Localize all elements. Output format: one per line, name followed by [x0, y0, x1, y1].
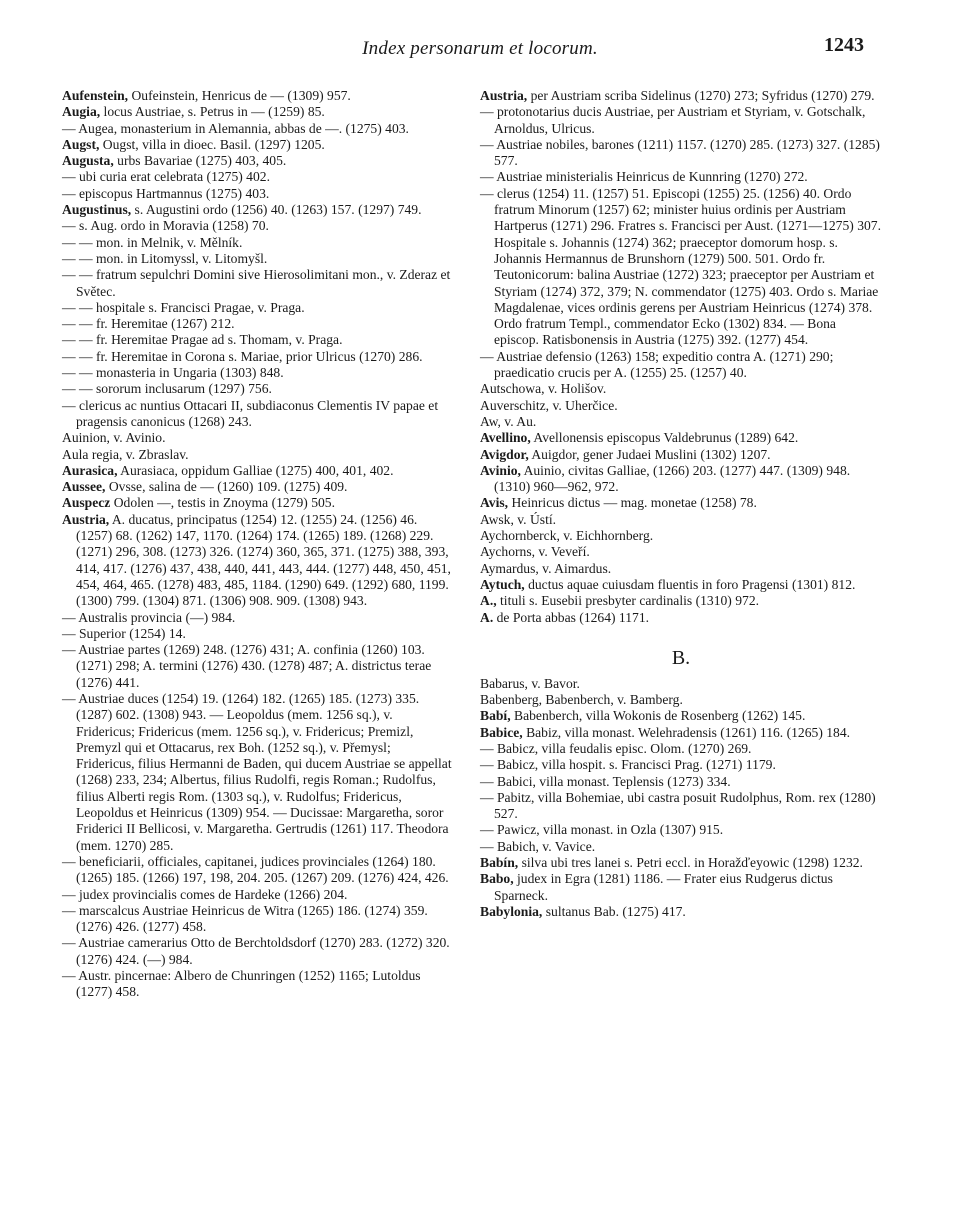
index-entry: [62, 267, 452, 300]
entry-lemma: A.,: [480, 593, 497, 609]
index-entry: [480, 88, 882, 104]
index-entry: [480, 839, 882, 855]
entry-text: — — fr. Heremitae (1267) 212.: [62, 316, 235, 332]
entry-lemma: Aytuch,: [480, 576, 525, 592]
entry-text: — clericus ac nuntius Ottacari II, subdiaconus Clementis IV papae et pragensis canonicus (1268) 243.: [62, 397, 439, 429]
index-entry: [480, 741, 882, 757]
index-entry: [62, 218, 452, 234]
index-entry: [62, 398, 452, 431]
index-entry: [62, 332, 452, 348]
entry-text: — ubi curia erat celebrata (1275) 402.: [62, 169, 270, 185]
index-entry: [480, 577, 882, 593]
entry-text: sultanus Bab. (1275) 417.: [542, 903, 686, 919]
index-entry: [62, 381, 452, 397]
entry-lemma: Babice,: [480, 724, 523, 740]
entry-text: — Augea, monasterium in Alemannia, abbas de —. (1275) 403.: [62, 120, 409, 136]
index-entry: [480, 463, 882, 496]
entry-text: Ovsse, salina de — (1260) 109. (1275) 409.: [105, 479, 348, 495]
index-entry: [62, 235, 452, 251]
index-entry: [480, 381, 882, 397]
entry-text: Awsk, v. Ústí.: [480, 511, 557, 527]
index-entry: [62, 512, 452, 610]
entry-text: Aw, v. Au.: [480, 413, 537, 429]
index-entry: [62, 202, 452, 218]
index-entry: [480, 495, 882, 511]
entry-text: — Austriae duces (1254) 19. (1264) 182. (1265) 185. (1273) 335. (1287) 602. (1308) 943. — Leopoldus (mem. 1256 sq.), v. Fridericus; Fridericus (mem. 1256 sq.), v. Fridericus; Premizl, Premyzl qui et Ottacarus, rex Boh. (1252 sq.), v. Přemysl; Fridericus, filius Hermanni de Baden, qui ducem Austriae se appellat (1268) 233, 234; Albertus, filius Rudolfi, regis Roman.; Rudolfus, filius Alberti regis Rom. (1303 sq.), v. Rudolfus; Fridericus, Leopoldus et Heinricus (1309) 954. — Ducissae: Margaretha, soror Friderici II Bellicosi, v. Margaretha. Gertrudis (1261) 117. Theodora (mem. 1270) 285.: [62, 690, 452, 853]
index-entry: [62, 626, 452, 642]
index-entry: [62, 349, 452, 365]
section-b-entries: [480, 676, 882, 920]
index-entry: [62, 935, 452, 968]
entry-text: — Babich, v. Vavice.: [480, 838, 596, 854]
entry-text: — — sororum inclusarum (1297) 756.: [62, 381, 272, 397]
index-entry: [62, 968, 452, 1001]
index-entry: [480, 593, 882, 609]
entry-text: — clerus (1254) 11. (1257) 51. Episcopi (1255) 25. (1256) 40. Ordo fratrum Minorum (1257) 62; minister huius ordinis per Austriam Hartperus (1271) 296. Fratres s. Francisci per Aust. (1271—1275) 307. Hospitale s. Johannis (1274) 362; praeceptor domorum hosp. s. Johannis Hermannus de Brunshorn (1279) 500. 501. Ordo fr. Teutonicorum: balina Austriae (1272) 323; praeceptor per Austriam et Styriam (1274) 372, 379; N. commendator (1275) 403. Ordo s. Mariae Magdalenae, vices ordinis gerens per Austriam Heinricus (1274) 378. Ordo fratrum Templ., commendator Ecko (1302) 834. — Bona episcop. Ratisbonensis in Austria (1275) 392. (1277) 454.: [480, 185, 881, 348]
entry-text: — Pawicz, villa monast. in Ozla (1307) 915.: [480, 822, 724, 838]
entry-lemma: Aufenstein,: [62, 88, 129, 103]
index-entry: [62, 153, 452, 169]
index-entry: [62, 251, 452, 267]
index-entry: [62, 121, 452, 137]
entry-text: Auverschitz, v. Uherčice.: [480, 397, 618, 413]
entry-lemma: Avigdor,: [480, 446, 529, 462]
index-entry: [480, 544, 882, 560]
entry-text: — Pabitz, villa Bohemiae, ubi castra posuit Rudolphus, Rom. rex (1280) 527.: [480, 789, 876, 822]
index-entry: [480, 822, 882, 838]
index-entry: [480, 447, 882, 463]
entry-lemma: Aurasica,: [62, 462, 118, 478]
entry-text: — — fr. Heremitae Pragae ad s. Thomam, v. Praga.: [62, 332, 343, 348]
entry-lemma: Auspecz: [62, 495, 111, 511]
index-entry: [62, 479, 452, 495]
entry-text: — — fr. Heremitae in Corona s. Mariae, prior Ulricus (1270) 286.: [62, 348, 423, 364]
index-entry: [480, 528, 882, 544]
entry-text: ductus aquae cuiusdam fluentis in foro Pragensi (1301) 812.: [524, 576, 856, 592]
section-heading-b: B.: [671, 646, 691, 669]
entry-text: Auigdor, gener Judaei Muslini (1302) 1207.: [528, 446, 771, 462]
entry-text: Babenberch, villa Wokonis de Rosenberg (1262) 145.: [510, 708, 806, 724]
index-entry: [480, 708, 882, 724]
entry-text: locus Austriae, s. Petrus in — (1259) 85.: [100, 104, 325, 120]
index-entry: [62, 169, 452, 185]
entry-text: — Babicz, villa hospit. s. Francisci Prag. (1271) 1179.: [480, 757, 776, 773]
index-entry: [480, 414, 882, 430]
right-column-entries: [480, 88, 882, 626]
index-entry: [62, 463, 452, 479]
index-entry: [62, 854, 452, 887]
page-number: 1243: [824, 34, 864, 56]
entry-lemma: Babín,: [480, 855, 519, 871]
entry-text: — — hospitale s. Francisci Pragae, v. Praga.: [62, 299, 305, 315]
index-entry: [62, 104, 452, 120]
entry-text: — Austriae camerarius Otto de Berchtoldsdorf (1270) 283. (1272) 320. (1276) 424. (—) 984.: [62, 935, 450, 967]
index-entry: [480, 904, 882, 920]
entry-lemma: Aussee,: [62, 479, 106, 495]
entry-text: silva ubi tres lanei s. Petri eccl. in Horažďeyowic (1298) 1232.: [518, 855, 863, 871]
entry-lemma: A.: [480, 609, 494, 625]
entry-text: Avellonensis episcopus Valdebrunus (1289) 642.: [530, 430, 799, 446]
index-entry: [480, 186, 882, 349]
index-entry: [480, 169, 882, 185]
entry-text: Aychornberck, v. Eichhornberg.: [480, 528, 654, 544]
section-gap: [480, 626, 882, 646]
entry-text: judex in Egra (1281) 1186. — Frater eius Rudgerus dictus Sparneck.: [494, 871, 833, 903]
entry-lemma: Avis,: [480, 495, 509, 511]
index-entry: [62, 365, 452, 381]
entry-text: — Austriae nobiles, barones (1211) 1157. (1270) 285. (1273) 327. (1285) 577.: [480, 136, 880, 169]
entry-lemma: Avellino,: [480, 430, 531, 446]
entry-text: — episcopus Hartmannus (1275) 403.: [62, 185, 270, 201]
entry-text: Heinricus dictus — mag. monetae (1258) 78.: [508, 495, 757, 511]
entry-text: — Austriae ministerialis Heinricus de Kunnring (1270) 272.: [480, 169, 808, 185]
entry-text: Auinion, v. Avinio.: [62, 430, 166, 446]
index-entry: [62, 903, 452, 936]
entry-text: A. ducatus, principatus (1254) 12. (1255) 24. (1256) 46. (1257) 68. (1262) 147, 1170. (1264) 174. (1265) 189. (1268) 229. (1271) 296, 308. (1273) 326. (1274) 360, 365, 371. (1275) 388, 393, 414, 417. (1276) 437, 438, 440, 441, 443, 444. (1277) 448, 450, 451, 454, 464, 465. (1278) 483, 485, 1184. (1290) 649. (1292) 680, 1199. (1300) 799. (1304) 871. (1306) 908. 909. (1308) 943.: [76, 511, 451, 609]
entry-text: Oufeinstein, Henricus de — (1309) 957.: [128, 88, 351, 103]
index-entry: [480, 561, 882, 577]
index-entry: [480, 512, 882, 528]
running-title: Index personarum et locorum.: [362, 38, 598, 59]
index-entry: [480, 104, 882, 137]
entry-text: — marscalcus Austriae Heinricus de Witra (1265) 186. (1274) 359. (1276) 426. (1277) 458.: [62, 902, 428, 935]
entry-lemma: Babí,: [480, 708, 511, 724]
entry-lemma: Augia,: [62, 104, 101, 120]
entry-text: urbs Bavariae (1275) 403, 405.: [113, 153, 287, 169]
left-column: [62, 88, 452, 1001]
index-entry: [62, 137, 452, 153]
entry-text: — protonotarius ducis Austriae, per Austriam et Styriam, v. Gotschalk, Arnoldus, Ulricus.: [480, 104, 866, 136]
entry-text: Auinio, civitas Galliae, (1266) 203. (1277) 447. (1309) 948. (1310) 960—962, 972.: [494, 462, 851, 495]
index-entry: [62, 316, 452, 332]
index-entry: [480, 757, 882, 773]
entry-text: — Babici, villa monast. Teplensis (1273) 334.: [480, 773, 731, 789]
entry-text: Babiz, villa monast. Welehradensis (1261) 116. (1265) 184.: [522, 724, 851, 740]
entry-text: — — mon. in Litomyssl, v. Litomyšl.: [62, 250, 268, 266]
entry-lemma: Austria,: [480, 88, 528, 103]
entry-lemma: Augst,: [62, 136, 100, 152]
entry-text: Odolen —, testis in Znoyma (1279) 505.: [110, 495, 335, 511]
index-entry: [62, 430, 452, 446]
entry-text: — — mon. in Melnik, v. Mělník.: [62, 234, 243, 250]
entry-text: Babenberg, Babenberch, v. Bamberg.: [480, 692, 683, 708]
index-entry: [480, 692, 882, 708]
index-entry: [480, 774, 882, 790]
entry-lemma: Babylonia,: [480, 903, 543, 919]
index-entry: [480, 871, 882, 904]
entry-text: — Superior (1254) 14.: [62, 625, 186, 641]
index-entry: [62, 691, 452, 854]
entry-text: Aurasiaca, oppidum Galliae (1275) 400, 401, 402.: [117, 462, 394, 478]
entry-lemma: Avinio,: [480, 462, 521, 478]
index-entry: [62, 610, 452, 626]
entry-text: Aychorns, v. Veveří.: [480, 544, 590, 560]
entry-text: — s. Aug. ordo in Moravia (1258) 70.: [62, 218, 269, 234]
right-column: [480, 88, 882, 920]
index-entry: [62, 447, 452, 463]
entry-text: — — monasteria in Ungaria (1303) 848.: [62, 365, 284, 381]
entry-text: tituli s. Eusebii presbyter cardinalis (1310) 972.: [496, 593, 760, 609]
entry-text: de Porta abbas (1264) 1171.: [493, 609, 650, 625]
entry-text: — — fratrum sepulchri Domini sive Hierosolimitani mon., v. Zderaz et Světec.: [62, 267, 451, 299]
index-entry: [480, 398, 882, 414]
index-entry: [480, 430, 882, 446]
index-entry: [480, 790, 882, 823]
index-entry: [480, 855, 882, 871]
entry-text: — Babicz, villa feudalis episc. Olom. (1270) 269.: [480, 740, 752, 756]
entry-lemma: Babo,: [480, 871, 514, 887]
entry-lemma: Augustinus,: [62, 202, 132, 218]
index-entry: [480, 610, 882, 626]
index-entry: [62, 887, 452, 903]
entry-text: — Austriae partes (1269) 248. (1276) 431; A. confinia (1260) 103. (1271) 298; A. termini (1276) 430. (1278) 487; A. districtus terae (1276) 441.: [62, 642, 432, 690]
entry-lemma: Austria,: [62, 511, 110, 527]
index-entry: [62, 642, 452, 691]
entry-text: Ougst, villa in dioec. Basil. (1297) 1205.: [99, 136, 325, 152]
entry-text: per Austriam scriba Sidelinus (1270) 273; Syfridus (1270) 279.: [527, 88, 875, 103]
entry-text: — beneficiarii, officiales, capitanei, judices provinciales (1264) 180. (1265) 185. (1266) 197, 198, 204. 205. (1267) 209. (1276) 424, 426.: [62, 853, 449, 886]
index-entry: [480, 725, 882, 741]
entry-text: — Austr. pincernae: Albero de Chunringen (1252) 1165; Lutoldus (1277) 458.: [62, 968, 421, 1000]
entry-text: — judex provincialis comes de Hardeke (1266) 204.: [62, 886, 348, 902]
index-entry: [62, 495, 452, 511]
index-entry: [480, 137, 882, 170]
index-entry: [480, 676, 882, 692]
entry-text: Babarus, v. Bavor.: [480, 675, 580, 691]
index-entry: [62, 88, 452, 104]
entry-text: Aymardus, v. Aimardus.: [480, 560, 612, 576]
entry-text: — Australis provincia (—) 984.: [62, 609, 236, 625]
entry-text: — Austriae defensio (1263) 158; expeditio contra A. (1271) 290; praedicatio crucis per A. (1255) 25. (1257) 40.: [480, 348, 834, 381]
entry-lemma: Augusta,: [62, 153, 114, 169]
entry-text: Aula regia, v. Zbraslav.: [62, 446, 189, 462]
entry-text: s. Augustini ordo (1256) 40. (1263) 157. (1297) 749.: [131, 202, 422, 218]
index-entry: [62, 186, 452, 202]
entry-text: Autschowa, v. Holišov.: [480, 381, 607, 397]
index-entry: [480, 349, 882, 382]
index-entry: [62, 300, 452, 316]
